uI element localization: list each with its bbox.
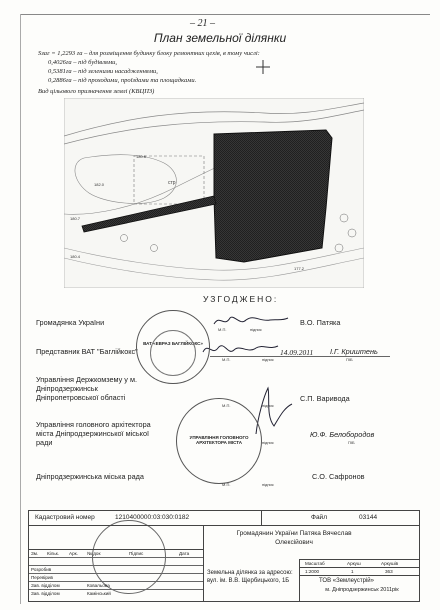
scale-head: Масштаб <box>305 561 325 566</box>
purpose-line: Вид цільового призначення землі (КВЦПЗ) <box>38 88 155 95</box>
svg-text:180.6: 180.6 <box>136 154 147 159</box>
role-3: Зав. відділом <box>31 583 60 588</box>
top-border-line <box>20 14 430 15</box>
svg-text:180.7: 180.7 <box>70 216 81 221</box>
owner-name: Громадянин України Патяка Вячеслав Олексійович <box>236 530 352 546</box>
approval-3-party: Управління Держкомзему у м. Дніпродзержинськ Дніпропетровської області <box>36 375 138 402</box>
col-pidpys: Підпис <box>129 551 144 556</box>
area-line-passages: 0,2886га – під проходами, проїздами та площадками. <box>48 77 197 84</box>
approval-1-party: Громадянка України <box>36 318 105 327</box>
approval-2-signature <box>200 338 280 360</box>
file-label: Файл <box>311 514 327 521</box>
approval-2-sign: підпис <box>262 357 274 362</box>
cadastral-label: Кадастровий номер <box>35 514 95 521</box>
name-3: Ковальова <box>87 583 110 588</box>
left-border-line <box>20 14 21 604</box>
approval-2-mp: М.П. <box>222 357 231 362</box>
area-line-green: 0,5381га – під зеленими насадженнями, <box>48 68 158 75</box>
tb-grid-hline-3 <box>29 565 203 566</box>
approval-2-pib: ПІБ <box>346 357 353 362</box>
approval-4-name: Ю.Ф. Белобородов <box>310 430 375 439</box>
sheets-value: 363 <box>385 569 393 574</box>
col-kilk: Кільк. <box>47 551 60 556</box>
approval-3-name: С.П. Варивода <box>300 394 350 403</box>
sheets-head: Аркушів <box>381 561 399 566</box>
tb-grid-hline-4 <box>29 573 203 574</box>
approval-4-party: Управління головного архітектора міста Дніпродзержинської міської ради <box>36 420 151 447</box>
approval-4-pib: ПІБ <box>348 440 355 445</box>
title-block <box>28 510 420 602</box>
company-stamp: ВАТ «ЕВРАЗ БАГЛІЙКОКС» <box>136 310 210 384</box>
tb-grid-hline-5 <box>29 581 203 582</box>
approval-5-party: Дніпродзержинська міська рада <box>36 472 144 481</box>
svg-text:177.2: 177.2 <box>294 266 305 271</box>
name-4: Камінський <box>87 591 111 596</box>
tb-grid-hline-1 <box>29 549 203 550</box>
tb-file-divider <box>261 511 262 525</box>
svg-text:180.4: 180.4 <box>70 254 81 259</box>
sheet-value: 1 <box>351 569 354 574</box>
tb-grid-hline-2 <box>29 557 203 558</box>
cross-mark <box>256 60 270 74</box>
project-address: Земельна ділянка за адресою: вул. ім. В.В. Щербицького, 1Б <box>207 570 293 584</box>
scale-table-hline-bottom <box>299 575 419 576</box>
svg-text:стр: стр <box>168 180 176 186</box>
approval-2-party: Представник ВАТ "Баглійкокс" <box>36 347 138 356</box>
scale-table-hline-mid <box>299 567 419 568</box>
col-ndoc: № док <box>87 551 101 556</box>
col-zm: Зм. <box>31 551 39 556</box>
scale-value: 1:2000 <box>305 569 320 574</box>
col-data: Дата <box>179 551 190 556</box>
page-number: – 21 – <box>190 18 215 29</box>
sheet-head: Аркуш <box>347 561 361 566</box>
scale-table-hline-top <box>299 559 419 560</box>
tb-grid-vline <box>203 525 204 601</box>
col-ark: Арк. <box>69 551 78 556</box>
file-value: 03144 <box>359 514 378 521</box>
approval-2-date: 14.09.2011 <box>280 348 314 357</box>
approval-3-sign: підпис <box>262 403 274 408</box>
page-title: План земельної ділянки <box>153 31 287 45</box>
approval-3-mp: М.П. <box>222 403 231 408</box>
approval-1-name: В.О. Патяка <box>300 318 341 327</box>
approval-2-name: І.Г. Криштень <box>330 347 378 356</box>
approval-5-mp: М.П. <box>222 482 231 487</box>
approval-1-sign: підпис <box>250 327 262 332</box>
approval-5-sign: підпис <box>262 482 274 487</box>
scale-table-vline-left <box>299 559 300 601</box>
company-name: ТОВ «Землеустрій» <box>319 578 374 584</box>
role-4: Зав. відділом <box>31 591 60 596</box>
site-plan-map <box>64 98 364 288</box>
tb-top-row-line <box>29 525 419 526</box>
approval-1-mp: М.П. <box>218 327 227 332</box>
role-1: Розробив <box>31 567 52 572</box>
approval-4-sign: підпис <box>262 440 274 445</box>
svg-text:182.0: 182.0 <box>94 182 105 187</box>
role-2: Перевірив <box>31 575 53 580</box>
architect-stamp: УПРАВЛІННЯ ГОЛОВНОГО АРХІТЕКТОРА МІСТА <box>176 398 262 484</box>
cadastral-value: 1210400000:03:030:0182 <box>115 514 190 521</box>
city-year: м. Дніпродзержинськ 2011рік <box>325 587 399 593</box>
left-stamp <box>150 330 196 376</box>
area-line-total: Sзаг = 1,2293 га – для розміщення будинку блоку ремонтних цехів, в тому числі: <box>38 50 260 57</box>
approval-2-sign-line <box>210 356 390 357</box>
area-line-buildings: 0,4026га – під будівлями, <box>48 59 117 66</box>
approval-1-signature <box>210 312 290 330</box>
approval-5-name: С.О. Сафронов <box>312 472 365 481</box>
approved-heading: УЗГОДЖЕНО: <box>203 294 279 304</box>
tb-grid-hline-6 <box>29 589 203 590</box>
